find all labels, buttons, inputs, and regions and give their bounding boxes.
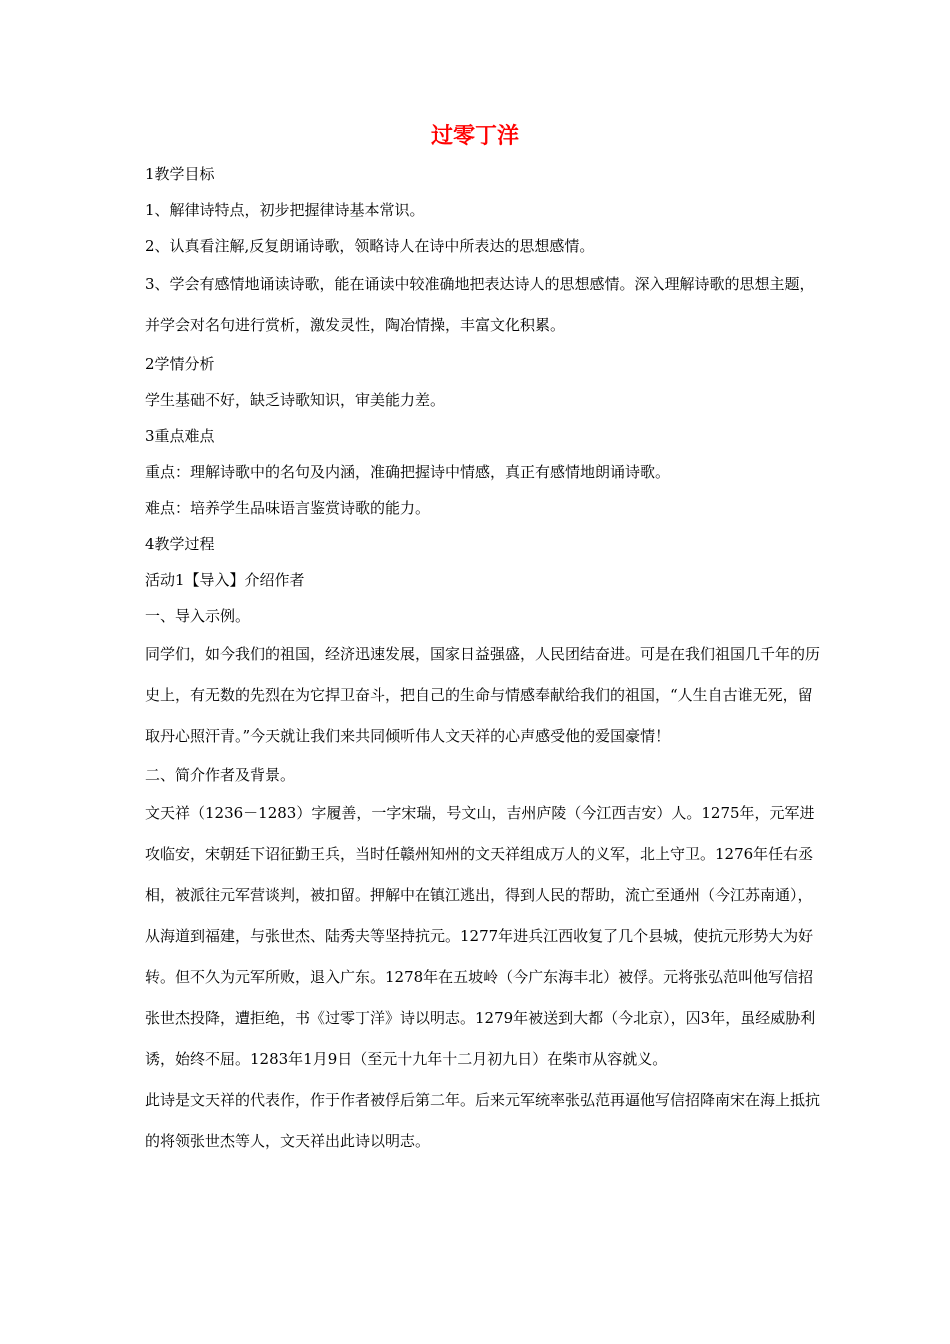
paragraph: 1、解律诗特点，初步把握律诗基本常识。: [145, 201, 425, 219]
paragraph: 重点：理解诗歌中的名句及内涵，准确把握诗中情感，真正有感情地朗诵诗歌。: [145, 463, 671, 481]
paragraph: 1教学目标: [145, 165, 215, 183]
paragraph: 活动1【导入】介绍作者: [145, 571, 305, 589]
paragraph: 难点：培养学生品味语言鉴赏诗歌的能力。: [145, 499, 431, 517]
paragraph: 3、学会有感情地诵读诗歌，能在诵读中较准确地把表达诗人的思想感情。深入理解诗歌的思想主题，并学会对名句进行赏析，激发灵性，陶冶情操，丰富文化积累。: [145, 275, 815, 334]
paragraph: 一、导入示例。: [145, 607, 251, 625]
paragraph: 学生基础不好，缺乏诗歌知识，审美能力差。: [145, 391, 446, 409]
paragraph: 此诗是文天祥的代表作，作于作者被俘后第二年。后来元军统率张弘范再逼他写信招降南宋在海上抵抗的将领张世杰等人，文天祥出此诗以明志。: [145, 1091, 821, 1150]
paragraph: 二、简介作者及背景。: [145, 766, 296, 784]
paragraph: 3重点难点: [145, 427, 215, 445]
paragraph: 2、认真看注解,反复朗诵诗歌，领略诗人在诗中所表达的思想感情。: [145, 237, 595, 255]
document-title: 过零丁洋: [430, 124, 519, 149]
paragraph: 文天祥（1236－1283）字履善，一字宋瑞，号文山，吉州庐陵（今江西吉安）人。1275年，元军进攻临安，宋朝廷下诏征勤王兵，当时任赣州知州的文天祥组成万人的义军，北上守卫。1276年任右丞相，被派往元军营谈判，被扣留。押解中在镇江逃出，得到人民的帮助，流亡至通州（今江苏南通），从海道到福建，与张世杰、陆秀夫等坚持抗元。1277年进兵江西收复了几个县城，使抗元形势大为好转。但不久为元军所败，退入广东。1278年在五坡岭（今广东海丰北）被俘。元将张弘范叫他写信招张世杰投降，遭拒绝，书《过零丁洋》诗以明志。1279年被送到大都（今北京），囚3年，虽经威胁利诱，始终不屈。1283年1月9日（至元十九年十二月初九日）在柴市从容就义。: [145, 804, 816, 1068]
paragraph: 2学情分析: [145, 355, 215, 373]
paragraph: 4教学过程: [145, 535, 215, 553]
paragraph: 同学们，如今我们的祖国，经济迅速发展，国家日益强盛，人民团结奋进。可是在我们祖国几千年的历史上，有无数的先烈在为它捍卫奋斗，把自己的生命与情感奉献给我们的祖国，“人生自古谁无死，留取丹心照汗青。”今天就让我们来共同倾听伟人文天祥的心声感受他的爱国豪情！: [145, 645, 821, 745]
document-body: [145, 156, 825, 1162]
